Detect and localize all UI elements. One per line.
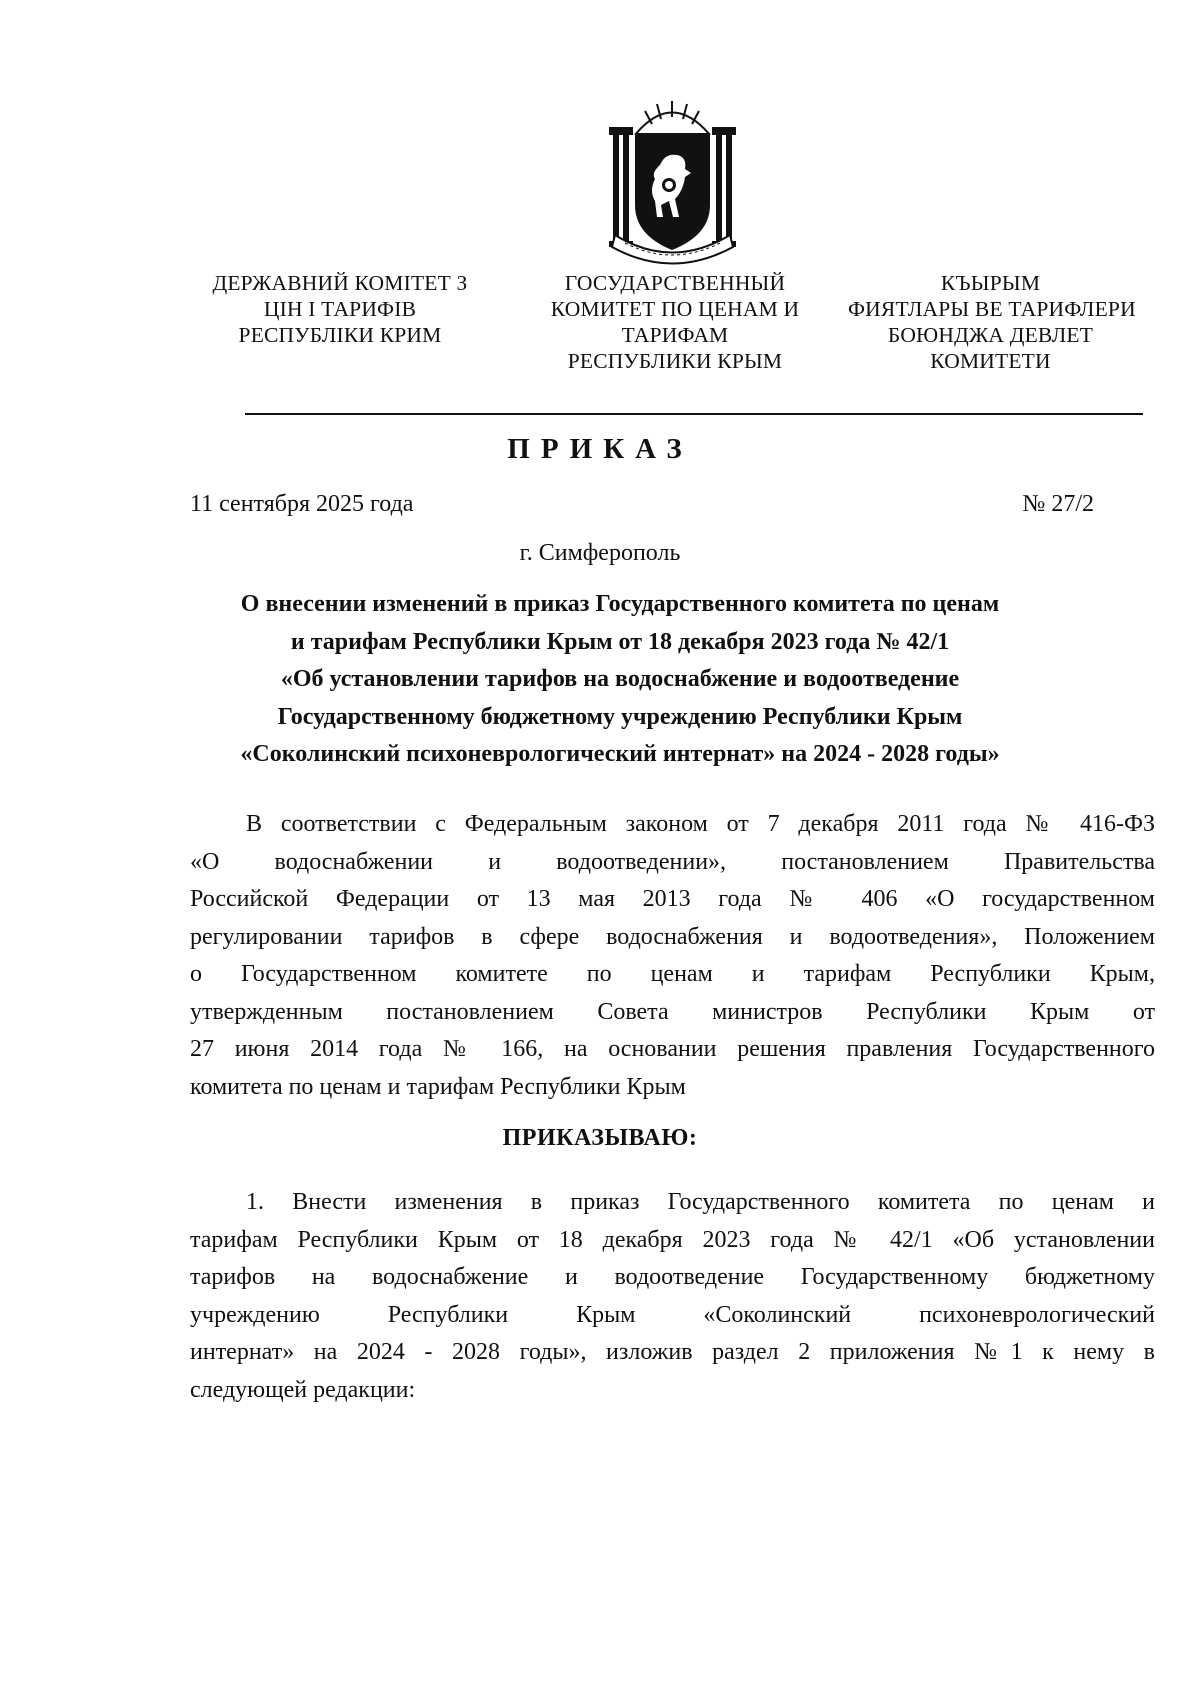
paragraph-line: комитета по ценам и тарифам Республики Крым <box>190 1073 686 1100</box>
paragraph-line: следующей редакции: <box>190 1376 416 1403</box>
header-ukrainian-name <box>195 270 485 348</box>
paragraph-line: утвержденным постановлением Совета министров Республики Крым от <box>190 998 1155 1025</box>
subject-line: «Соколинский психоневрологический интернат» на 2024 - 2028 годы» <box>240 741 1000 767</box>
paragraph-line: о Государственном комитете по ценам и тарифам Республики Крым, <box>190 961 1155 987</box>
preamble-paragraph <box>190 806 1155 1106</box>
paragraph-line: В соответствии с Федеральным законом от 7 декабря 2011 года № 416-ФЗ <box>246 811 1155 837</box>
document-title: ПРИКАЗ <box>507 433 693 465</box>
header-line: КЪЫРЫМ <box>940 271 1041 295</box>
header-line: ГОСУДАРСТВЕННЫЙ <box>564 271 786 295</box>
paragraph-line: «О водоснабжении и водоотведении», постановлением Правительства <box>190 848 1155 875</box>
header-line: РЕСПУБЛИКИ КРЫМ <box>567 349 783 373</box>
document-city: г. Симферополь <box>519 540 681 566</box>
paragraph-line: учреждению Республики Крым «Соколинский психоневрологический <box>190 1301 1155 1328</box>
document-date: 11 сентября 2025 года <box>190 491 414 517</box>
header-line: КОМИТЕТ ПО ЦЕНАМ И <box>550 297 800 321</box>
subject-line: и тарифам Республики Крым от 18 декабря 2023 года № 42/1 <box>290 628 950 655</box>
header-russian-name <box>525 270 825 374</box>
subject-line: О внесении изменений в приказ Государственного комитета по ценам <box>240 591 1000 617</box>
coat-of-arms-emblem <box>605 95 740 265</box>
paragraph-line: 27 июня 2014 года № 166, на основании решения правления Государственного <box>190 1036 1155 1062</box>
header-line: ТАРИФАМ <box>621 323 729 347</box>
paragraph-line: регулировании тарифов в сфере водоснабжения и водоотведения», Положением <box>190 923 1155 950</box>
header-divider <box>245 413 1143 415</box>
paragraph-line: тарифам Республики Крым от 18 декабря 2023 года № 42/1 «Об установлении <box>190 1226 1155 1253</box>
header-line: ФИЯТЛАРЫ ВЕ ТАРИФЛЕРИ <box>848 297 1136 321</box>
header-line: ДЕРЖАВНИЙ КОМІТЕТ З <box>212 271 468 295</box>
order-heading: ПРИКАЗЫВАЮ: <box>502 1125 698 1151</box>
header-line: ЦІН І ТАРИФІВ <box>263 297 417 321</box>
header-line: РЕСПУБЛІКИ КРИМ <box>238 323 442 347</box>
header-line: КОМИТЕТИ <box>930 349 1051 373</box>
subject-line: Государственному бюджетному учреждению Республики Крым <box>277 703 963 730</box>
paragraph-line: 1. Внести изменения в приказ Государственного комитета по ценам и <box>246 1189 1155 1215</box>
paragraph-line: тарифов на водоснабжение и водоотведение Государственному бюджетному <box>190 1264 1155 1290</box>
subject-line: «Об установлении тарифов на водоснабжение и водоотведение <box>280 666 960 692</box>
header-line: БОЮНДЖА ДЕВЛЕТ <box>887 323 1094 347</box>
paragraph-line: интернат» на 2024 - 2028 годы», изложив раздел 2 приложения №1 к нему в <box>190 1339 1155 1365</box>
order-item-1 <box>190 1184 1155 1409</box>
paragraph-line: Российской Федерации от 13 мая 2013 года № 406 «О государственном <box>190 886 1155 912</box>
document-subject <box>160 586 1080 774</box>
header-crimean-tatar-name <box>848 270 1136 374</box>
document-number: № 27/2 <box>1022 491 1094 517</box>
